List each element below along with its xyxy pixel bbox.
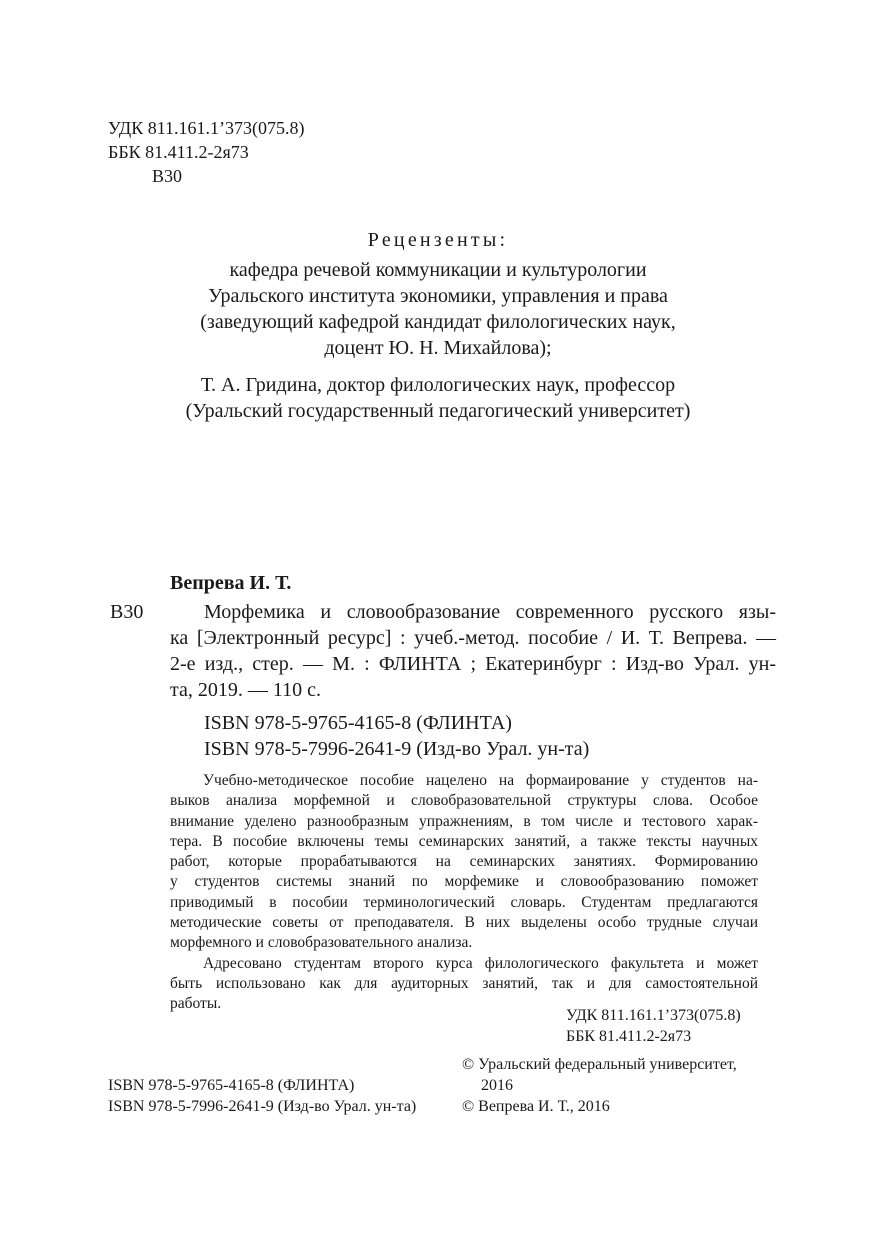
abstract-line: методические советы от преподавателя. В них выделены особо трудные случаи — [170, 914, 758, 932]
abstract-line: внимание уделено разнообразным упражнениям, в том числе и тестового харак- — [170, 812, 758, 830]
bbk-code-bottom: ББК 81.411.2-2я73 — [566, 1028, 692, 1045]
record-author: Вепрева И. Т. — [170, 572, 292, 594]
udk-code: УДК 811.161.1’373(075.8) — [108, 118, 305, 138]
isbn-line: ISBN 978-5-7996-2641-9 (Изд-во Урал. ун-та) — [108, 1098, 417, 1115]
copyright-line: © Уральский федеральный университет, — [462, 1056, 737, 1073]
reviewer-line: Т. А. Гридина, доктор филологических наук, профессор — [200, 374, 676, 396]
reviewer-line: (Уральский государственный педагогический университет) — [185, 400, 691, 422]
copyright-line: 2016 — [481, 1077, 513, 1094]
reviewer-line: Уральского института экономики, управления и права — [208, 285, 668, 307]
abstract-line: работы. — [170, 995, 222, 1013]
description-line: 2-е изд., стер. — М. : ФЛИНТА ; Екатеринбург : Изд-во Урал. ун- — [170, 653, 776, 675]
copyright-line: © Вепрева И. Т., 2016 — [462, 1098, 610, 1115]
udk-block-top — [108, 116, 305, 188]
abstract-line: морфемного и словобразовательного анализа. — [170, 934, 473, 952]
description-line: Морфемика и словообразование современного русского язы- — [204, 601, 776, 623]
bbk-code: ББК 81.411.2-2я73 — [108, 142, 249, 162]
reviewer-line: кафедра речевой коммуникации и культурологии — [229, 259, 647, 281]
reviewer-line: (заведующий кафедрой кандидат филологических наук, — [200, 311, 676, 333]
isbn-bottom — [108, 1075, 416, 1117]
abstract-line: приводимый в пособии терминологический словарь. Студентам предлагаются — [170, 893, 758, 911]
copyright-block — [462, 1054, 737, 1117]
classification-bottom — [566, 1005, 741, 1047]
abstract-line: у студентов системы знаний по морфемике и словообразованию поможет — [170, 873, 758, 891]
record-code: В30 — [110, 601, 144, 623]
abstract-line: тера. В пособие включены темы семинарских занятий, а также тексты научных — [170, 832, 758, 850]
isbn-line: ISBN 978-5-9765-4165-8 (ФЛИНТА) — [204, 712, 512, 734]
reviewers-block — [108, 227, 768, 424]
record-description — [170, 599, 776, 703]
isbn-line: ISBN 978-5-9765-4165-8 (ФЛИНТА) — [108, 1077, 355, 1094]
author-mark: В30 — [152, 166, 183, 186]
abstract-line: Адресовано студентам второго курса филологического факультета и может — [203, 954, 758, 972]
description-line: ка [Электронный ресурс] : учеб.-метод. пособие / И. Т. Вепрева. — — [170, 627, 776, 649]
reviewer-line: доцент Ю. Н. Михайлова); — [324, 337, 552, 359]
isbn-line: ISBN 978-5-7996-2641-9 (Изд-во Урал. ун-та) — [204, 738, 590, 760]
udk-code-bottom: УДК 811.161.1’373(075.8) — [566, 1007, 741, 1024]
record-isbn — [204, 710, 589, 762]
abstract-line: работ, которые прорабатываются на семинарских занятиях. Формированию — [170, 853, 758, 871]
reviewers-heading: Рецензенты: — [367, 229, 509, 251]
abstract-line: выков анализа морфемной и словобразовательной структуры слова. Особое — [170, 792, 758, 810]
abstract-line: быть использовано как для аудиторных занятий, так и для самостоятельной — [170, 974, 758, 992]
abstract — [170, 771, 758, 1015]
description-line: та, 2019. — 110 с. — [170, 679, 321, 701]
abstract-line: Учебно-методическое пособие нацелено на формаирование у студентов на- — [203, 772, 758, 789]
